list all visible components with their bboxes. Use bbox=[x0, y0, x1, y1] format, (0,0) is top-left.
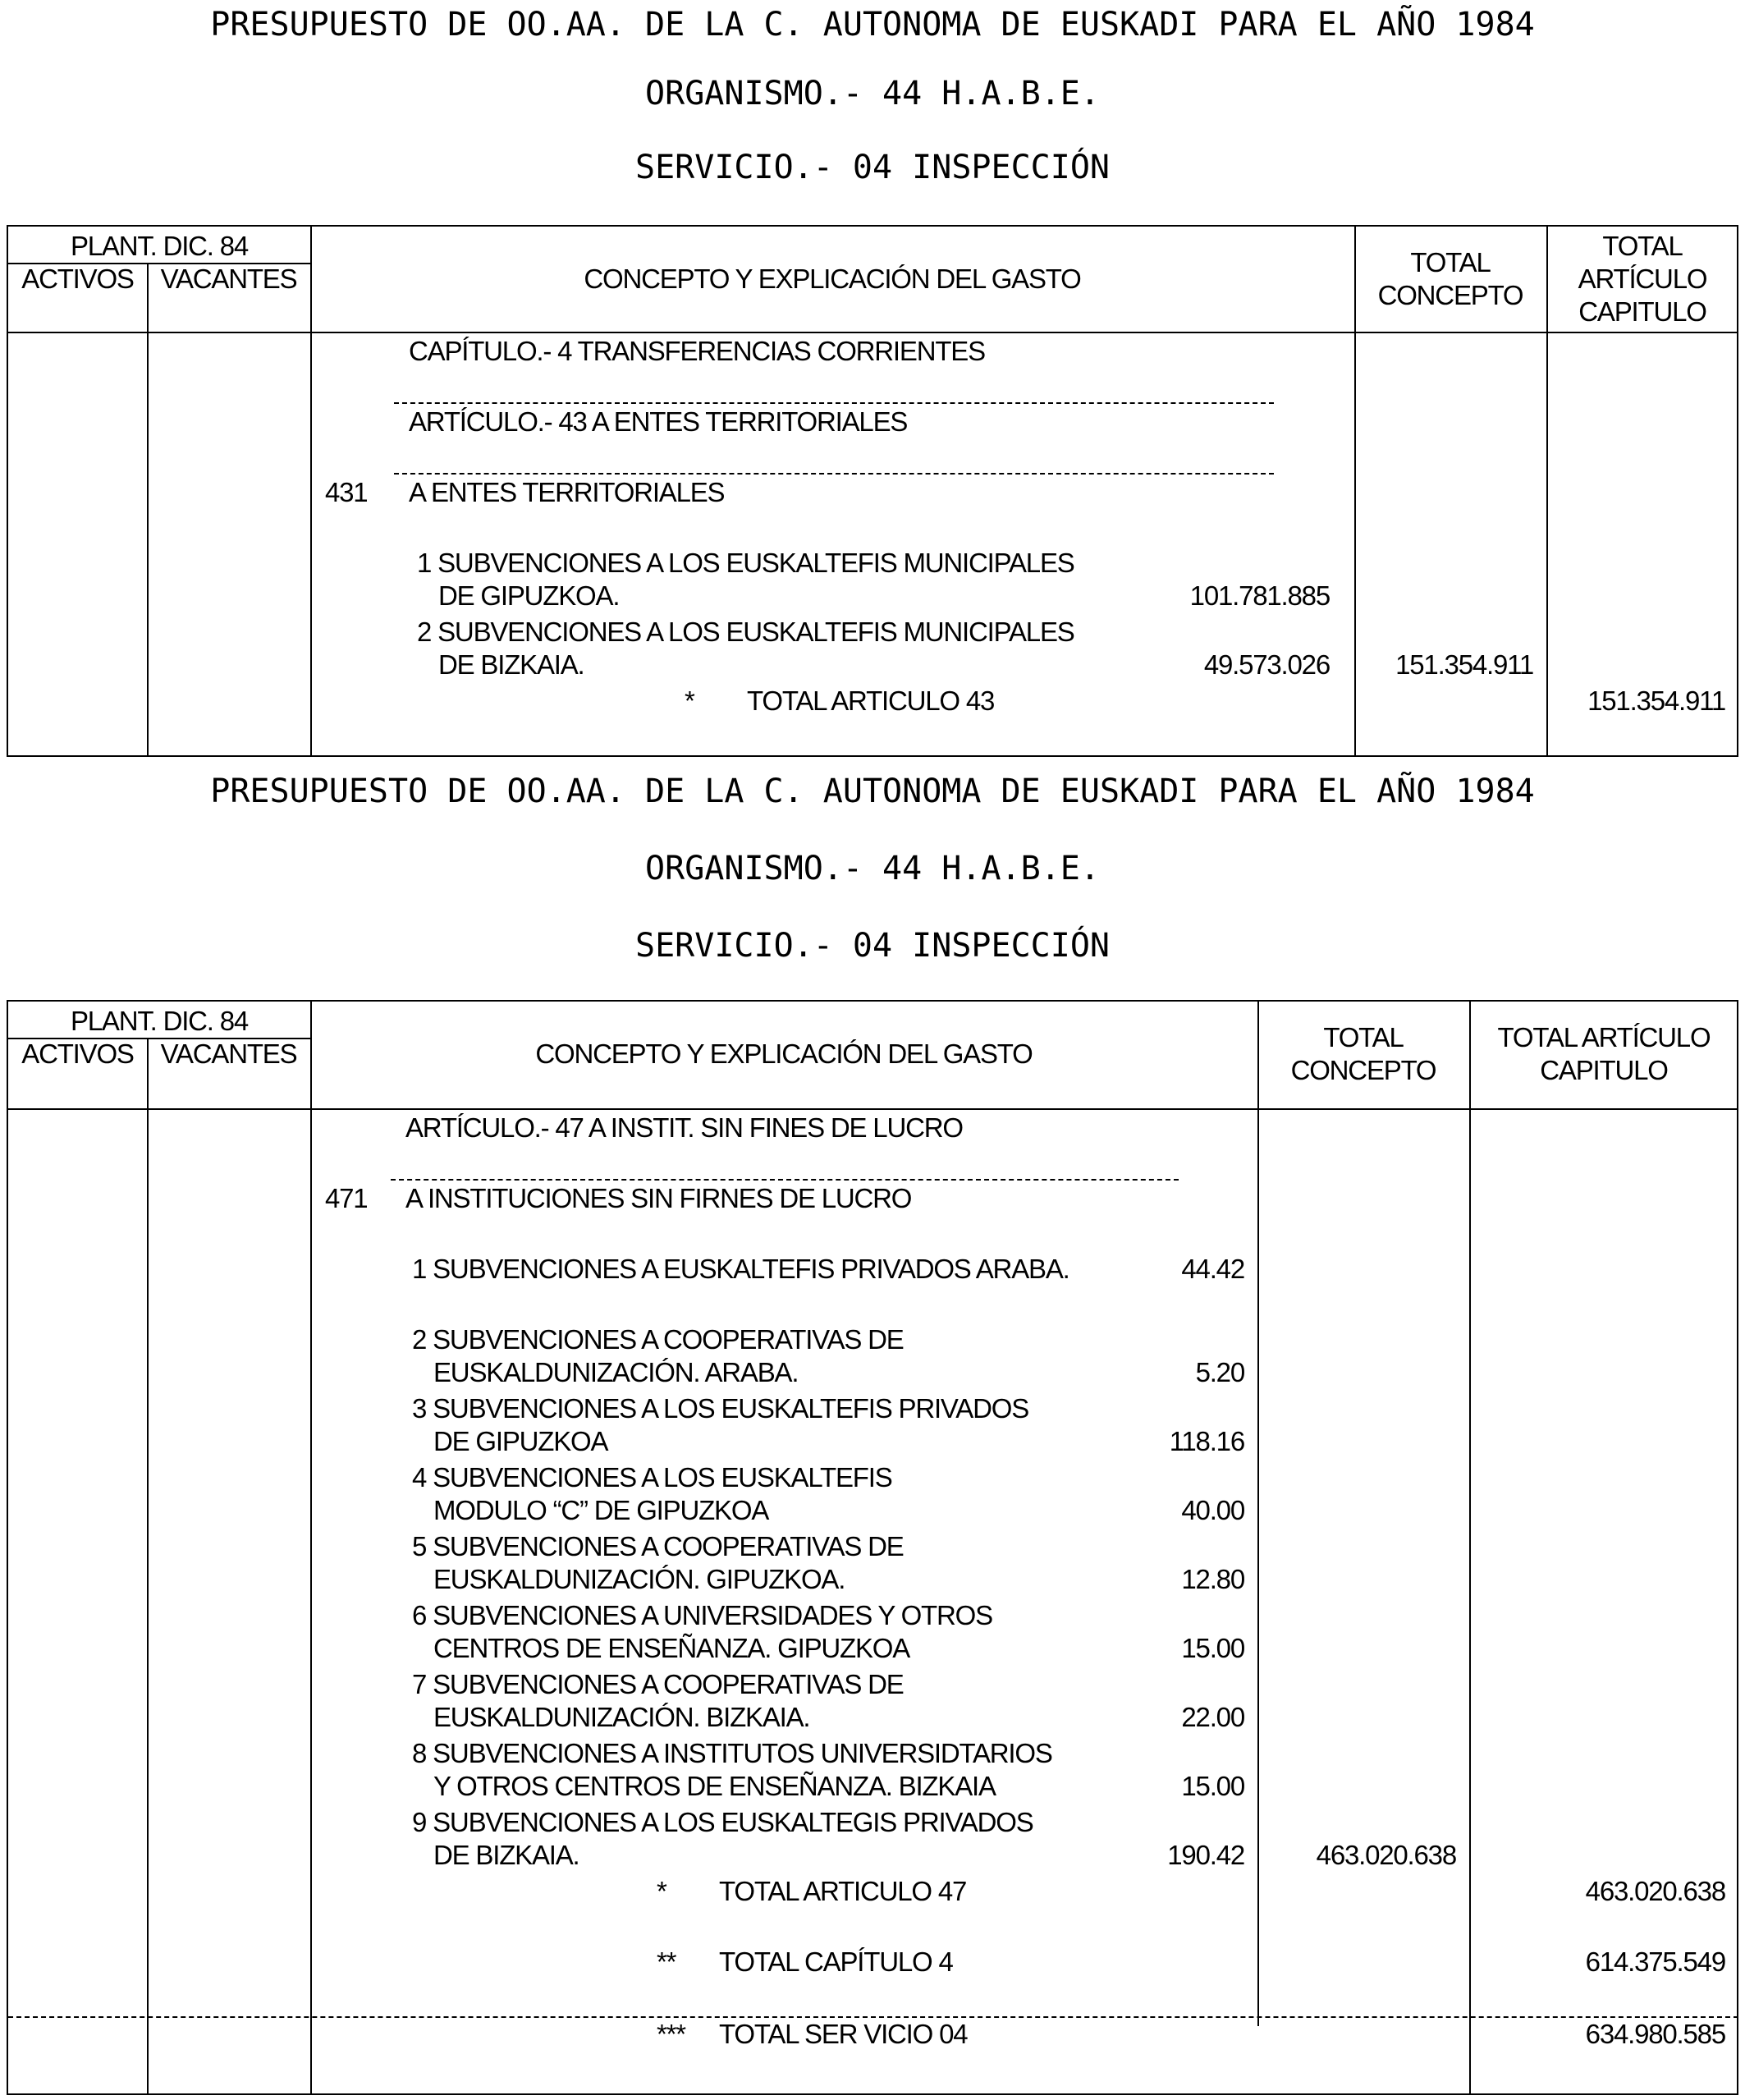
header-vacantes: VACANTES bbox=[160, 1039, 297, 1069]
separator-line bbox=[391, 1179, 1179, 1181]
header-concepto: CONCEPTO Y EXPLICACIÓN DEL GASTO bbox=[535, 1039, 1033, 1069]
header-total-articulo: TOTAL ARTÍCULO bbox=[1497, 1022, 1711, 1052]
line-item: Y OTROS CENTROS DE ENSEÑANZA. BIZKAIA bbox=[433, 1771, 996, 1801]
header-plant: PLANT. DIC. 84 bbox=[70, 231, 249, 261]
total-articulo-label: TOTAL ARTICULO 43 bbox=[747, 685, 995, 716]
line-item: EUSKALDUNIZACIÓN. BIZKAIA. bbox=[433, 1702, 810, 1732]
total-servicio-value: 634.980.585 bbox=[1585, 2019, 1725, 2049]
line-item: 1 SUBVENCIONES A LOS EUSKALTEFIS MUNICIPALES bbox=[417, 548, 1074, 578]
line-item-amount: 118.16 bbox=[1169, 1426, 1244, 1456]
header-total-articulo: ARTÍCULO bbox=[1578, 264, 1707, 294]
line-item-amount: 15.00 bbox=[1181, 1771, 1244, 1801]
line-item: DE BIZKAIA. bbox=[433, 1840, 579, 1870]
line-item: 8 SUBVENCIONES A INSTITUTOS UNIVERSIDTARIOS bbox=[412, 1738, 1052, 1768]
total-articulo-label: TOTAL ARTICULO 47 bbox=[719, 1876, 967, 1906]
budget-title: PRESUPUESTO DE OO.AA. DE LA C. AUTONOMA DE EUSKADI PARA EL AÑO 1984 bbox=[210, 6, 1535, 44]
line-item: 1 SUBVENCIONES A EUSKALTEFIS PRIVADOS ARABA. bbox=[412, 1254, 1069, 1284]
line-item: 4 SUBVENCIONES A LOS EUSKALTEFIS bbox=[412, 1462, 892, 1492]
organism-title: ORGANISMO.- 44 H.A.B.E. bbox=[645, 850, 1100, 887]
organism-title: ORGANISMO.- 44 H.A.B.E. bbox=[645, 75, 1100, 112]
separator-line bbox=[394, 473, 1274, 475]
line-item: 7 SUBVENCIONES A COOPERATIVAS DE bbox=[412, 1669, 904, 1699]
line-item: CENTROS DE ENSEÑANZA. GIPUZKOA bbox=[433, 1633, 910, 1663]
articulo-heading: ARTÍCULO.- 47 A INSTIT. SIN FINES DE LUCRO bbox=[405, 1112, 963, 1143]
total-capitulo-value: 614.375.549 bbox=[1585, 1946, 1725, 1977]
line-item: 2 SUBVENCIONES A LOS EUSKALTEFIS MUNICIPALES bbox=[417, 617, 1074, 647]
total-concepto-value: 463.020.638 bbox=[1316, 1840, 1456, 1870]
concept-code: 431 bbox=[325, 477, 368, 507]
header-total-articulo: CAPITULO bbox=[1578, 296, 1706, 327]
budget-table-2 bbox=[7, 1000, 1738, 2095]
line-item: EUSKALDUNIZACIÓN. ARABA. bbox=[433, 1357, 799, 1387]
line-item-amount: 44.42 bbox=[1181, 1254, 1244, 1284]
articulo-heading: ARTÍCULO.- 43 A ENTES TERRITORIALES bbox=[409, 406, 908, 437]
total-marker: * bbox=[685, 685, 694, 716]
service-title: SERVICIO.- 04 INSPECCIÓN bbox=[635, 927, 1110, 965]
line-item-amount: 101.781.885 bbox=[1189, 580, 1330, 611]
concept-code: 471 bbox=[325, 1183, 368, 1213]
line-item-amount: 12.80 bbox=[1181, 1564, 1244, 1594]
total-servicio-label: TOTAL SER VICIO 04 bbox=[719, 2019, 968, 2049]
header-total-concepto: CONCEPTO bbox=[1290, 1055, 1436, 1085]
concept-title: A INSTITUCIONES SIN FIRNES DE LUCRO bbox=[405, 1183, 912, 1213]
total-articulo-value: 463.020.638 bbox=[1585, 1876, 1725, 1906]
line-item: MODULO “C” DE GIPUZKOA bbox=[433, 1495, 769, 1525]
line-item: 9 SUBVENCIONES A LOS EUSKALTEGIS PRIVADOS bbox=[412, 1807, 1033, 1837]
header-total-concepto: TOTAL bbox=[1410, 247, 1491, 277]
header-concepto: CONCEPTO Y EXPLICACIÓN DEL GASTO bbox=[584, 264, 1081, 294]
capitulo-heading: CAPÍTULO.- 4 TRANSFERENCIAS CORRIENTES bbox=[409, 336, 985, 366]
concept-title: A ENTES TERRITORIALES bbox=[409, 477, 725, 507]
line-item: EUSKALDUNIZACIÓN. GIPUZKOA. bbox=[433, 1564, 845, 1594]
service-title: SERVICIO.- 04 INSPECCIÓN bbox=[635, 149, 1110, 186]
line-item: 2 SUBVENCIONES A COOPERATIVAS DE bbox=[412, 1324, 904, 1355]
header-vacantes: VACANTES bbox=[160, 264, 297, 294]
header-total-articulo: CAPITULO bbox=[1540, 1055, 1668, 1085]
line-item-amount: 15.00 bbox=[1181, 1633, 1244, 1663]
header-activos: ACTIVOS bbox=[21, 264, 134, 294]
total-marker: ** bbox=[657, 1946, 676, 1977]
line-item: 6 SUBVENCIONES A UNIVERSIDADES Y OTROS bbox=[412, 1600, 992, 1630]
line-item-amount: 190.42 bbox=[1167, 1840, 1244, 1870]
line-item-amount: 22.00 bbox=[1181, 1702, 1244, 1732]
header-plant: PLANT. DIC. 84 bbox=[70, 1006, 249, 1036]
total-concepto-value: 151.354.911 bbox=[1395, 649, 1533, 680]
line-item: 5 SUBVENCIONES A COOPERATIVAS DE bbox=[412, 1531, 904, 1561]
line-item: DE GIPUZKOA bbox=[433, 1426, 608, 1456]
line-item-amount: 49.573.026 bbox=[1203, 649, 1330, 680]
line-item-amount: 5.20 bbox=[1195, 1357, 1244, 1387]
line-item: DE BIZKAIA. bbox=[438, 649, 584, 680]
header-total-articulo: TOTAL bbox=[1602, 231, 1683, 261]
line-item: DE GIPUZKOA. bbox=[438, 580, 620, 611]
header-total-concepto: CONCEPTO bbox=[1377, 280, 1523, 310]
line-item-amount: 40.00 bbox=[1181, 1495, 1244, 1525]
total-marker: * bbox=[657, 1876, 666, 1906]
header-total-concepto: TOTAL bbox=[1323, 1022, 1404, 1052]
total-capitulo-label: TOTAL CAPÍTULO 4 bbox=[719, 1946, 953, 1977]
budget-table-1 bbox=[7, 225, 1738, 757]
total-marker: *** bbox=[657, 2019, 685, 2049]
separator-line bbox=[394, 402, 1274, 404]
budget-title: PRESUPUESTO DE OO.AA. DE LA C. AUTONOMA DE EUSKADI PARA EL AÑO 1984 bbox=[210, 773, 1535, 810]
total-articulo-value: 151.354.911 bbox=[1587, 685, 1725, 716]
header-activos: ACTIVOS bbox=[21, 1039, 134, 1069]
line-item: 3 SUBVENCIONES A LOS EUSKALTEFIS PRIVADOS bbox=[412, 1393, 1029, 1424]
